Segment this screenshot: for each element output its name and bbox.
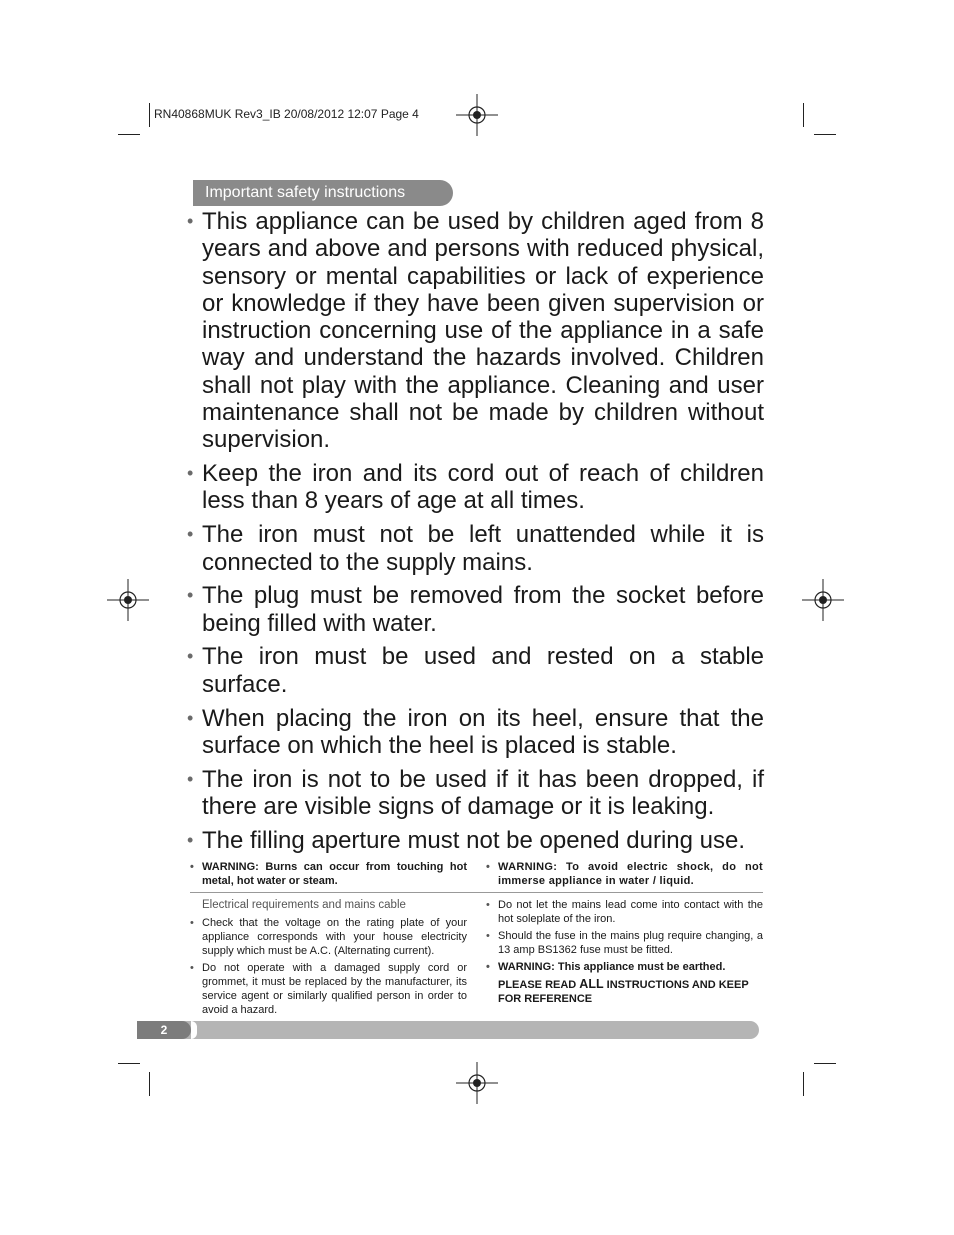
crop-mark (803, 103, 804, 127)
read-all-emphasis: ALL (579, 977, 604, 991)
registration-mark-icon (107, 579, 149, 621)
electrical-left-list (190, 916, 467, 1017)
footer-bar (137, 1021, 759, 1039)
crop-mark (814, 1063, 836, 1064)
list-item: • The iron must be used and rested on a stable surface. (186, 643, 764, 698)
electrical-right-column (486, 898, 763, 1006)
list-item: • When placing the iron on its heel, ensure that the surface on which the heel is placed is stable. (186, 705, 764, 760)
electrical-right-list (486, 898, 763, 974)
warning-right (486, 860, 763, 891)
list-item: • The iron is not to be used if it has been dropped, if there are visible signs of damage or it is leaking. (186, 766, 764, 821)
list-item: • The filling aperture must not be opened during use. (186, 827, 764, 854)
crop-mark (814, 134, 836, 135)
list-item: • The plug must be removed from the socket before being filled with water. (186, 582, 764, 637)
divider (190, 892, 763, 893)
registration-mark-icon (456, 94, 498, 136)
registration-mark-icon (802, 579, 844, 621)
earthed-warning: • WARNING: This appliance must be earthed. (486, 960, 763, 974)
list-item: • Do not let the mains lead come into contact with the hot soleplate of the iron. (486, 898, 763, 926)
crop-mark (149, 1072, 150, 1096)
list-item: • The iron must not be left unattended while it is connected to the supply mains. (186, 521, 764, 576)
electrical-left-column (190, 898, 467, 1020)
crop-mark (803, 1072, 804, 1096)
print-slug: RN40868MUK Rev3_IB 20/08/2012 12:07 Page 4 (154, 107, 419, 121)
section-tab: Important safety instructions (193, 180, 453, 206)
list-item: • This appliance can be used by children aged from 8 years and above and persons with reduced physical, sensory or mental capabilities or lack of experience or knowledge if they have been given supervision or instruction concerning use of the appliance in a safe way and understand the hazards involved. Children shall not play with the appliance. Cleaning and user maintenance shall not be made by children without supervision. (186, 208, 764, 454)
list-item: • Should the fuse in the mains plug require changing, a 13 amp BS1362 fuse must be fitted. (486, 929, 763, 957)
electrical-heading: Electrical requirements and mains cable (202, 899, 406, 911)
list-item: • Do not operate with a damaged supply cord or grommet, it must be replaced by the manufacturer, its service agent or similarly qualified person in order to avoid a hazard. (190, 961, 467, 1017)
read-all-text-end: INSTRUCTIONS AND KEEP FOR REFERENCE (498, 979, 749, 1005)
registration-mark-icon (456, 1062, 498, 1104)
crop-mark (118, 134, 140, 135)
list-item: • Check that the voltage on the rating plate of your appliance corresponds with your house electricity supply which must be A.C. (Alternating current). (190, 916, 467, 958)
page-number: 2 (137, 1021, 191, 1039)
read-all-notice (486, 977, 763, 1006)
warning-burns: • WARNING: Burns can occur from touching hot metal, hot water or steam. (190, 860, 467, 888)
crop-mark (149, 103, 150, 127)
list-item: • Keep the iron and its cord out of reach of children less than 8 years of age at all times. (186, 460, 764, 515)
crop-mark (118, 1063, 140, 1064)
read-all-text: PLEASE READ (498, 979, 580, 991)
warning-electric-shock: • WARNING: To avoid electric shock, do not immerse appliance in water / liquid. (486, 860, 763, 888)
warning-left (190, 860, 467, 891)
safety-bullet-list (186, 208, 764, 861)
